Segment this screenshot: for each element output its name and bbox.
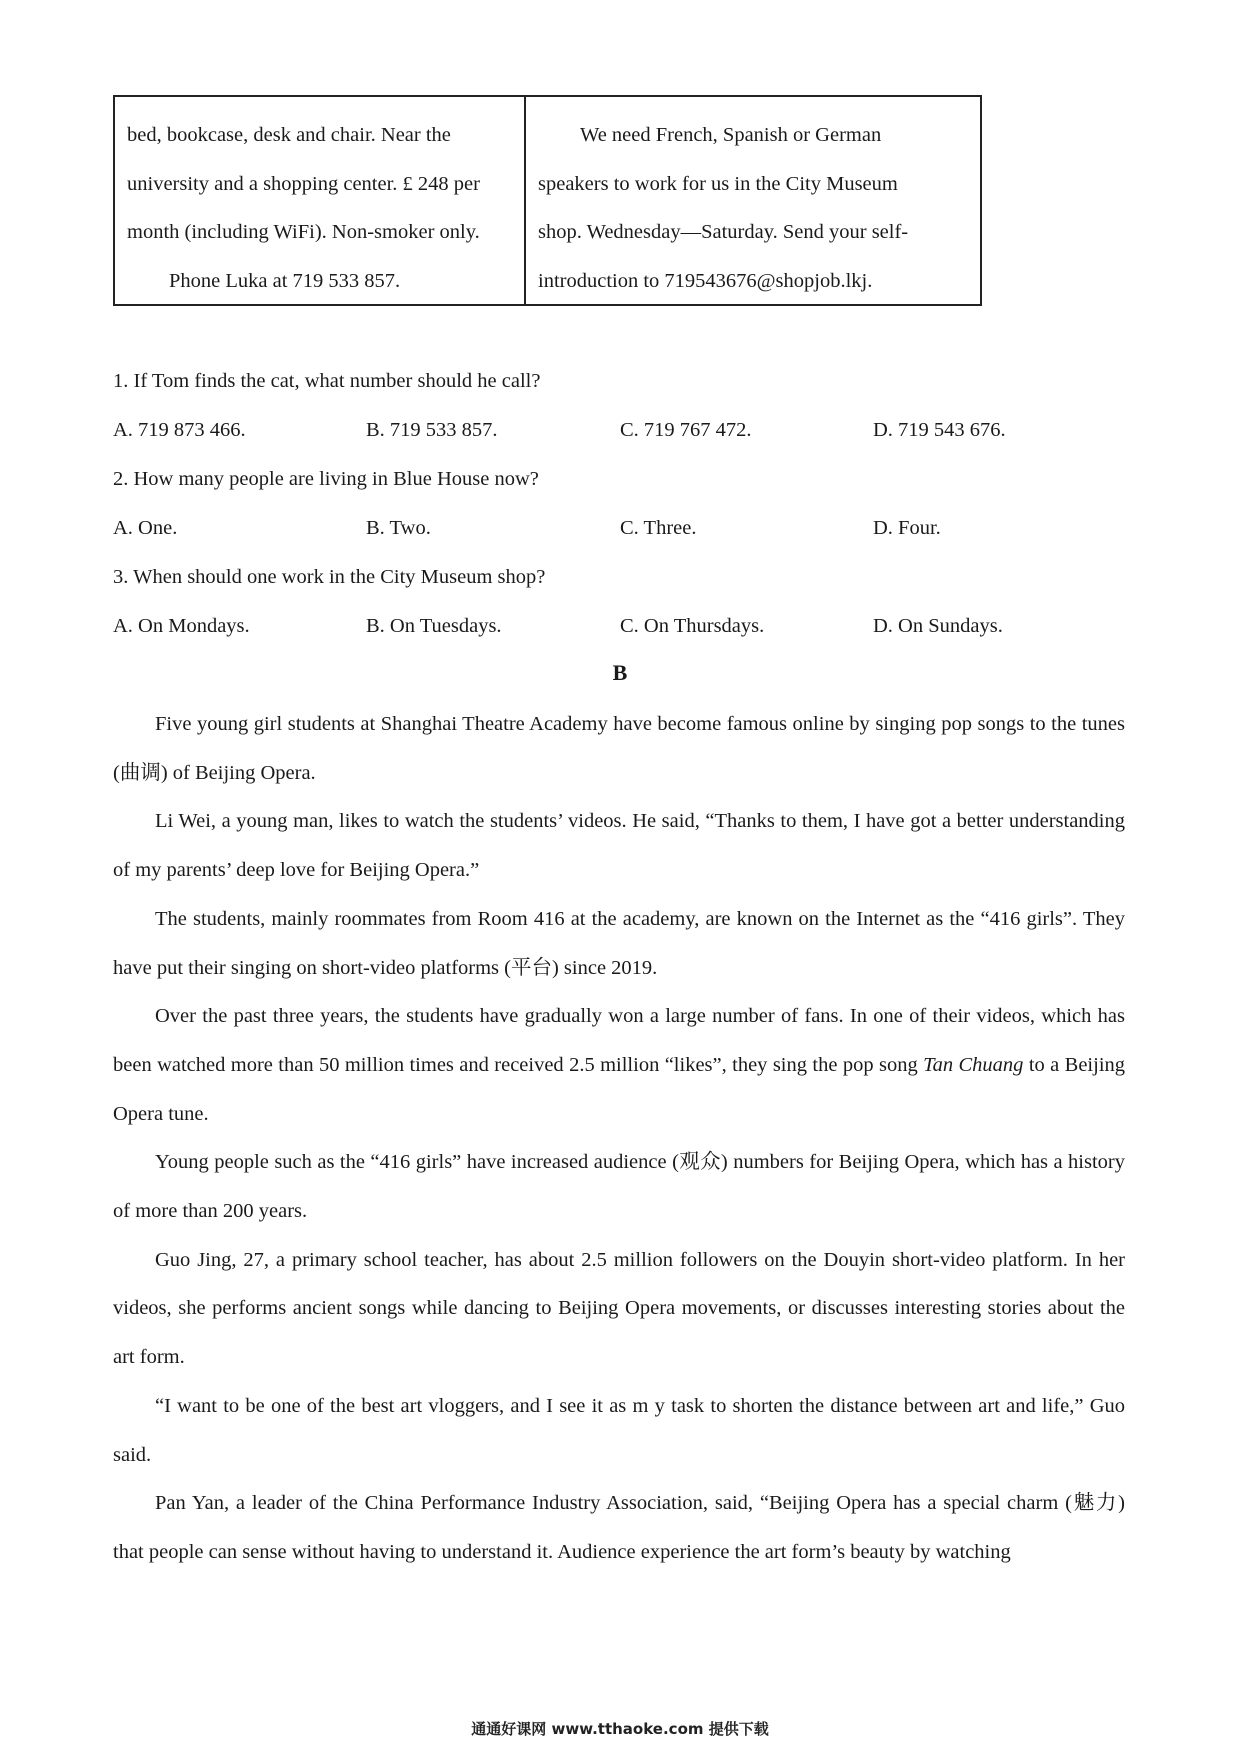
paragraph-text: to a Beijing Opera tune. <box>113 1053 1126 1125</box>
reading-passage <box>113 700 1125 1577</box>
question-1: 1. If Tom finds the cat, what number should he call? <box>113 370 541 392</box>
question-3: 3. When should one work in the City Museum shop? <box>113 566 546 588</box>
paragraph: Pan Yan, a leader of the China Performance Industry Association, said, “Beijing Opera has a special charm (魅力) that people can sense without having to understand it. Audience experience the art form’s beauty by watching <box>113 1492 1125 1563</box>
ad-text-line: bed, bookcase, desk and chair. Near the <box>127 124 451 146</box>
paragraph: The students, mainly roommates from Room 416 at the academy, are known on the Internet as the “416 girls”. They have put their singing on short-video platforms (平台) since 2019. <box>113 907 1125 979</box>
ad-text-line: Phone Luka at 719 533 857. <box>169 269 401 292</box>
option-d: D. Four. <box>873 517 941 539</box>
ad-text-line: shop. Wednesday—Saturday. Send your self- <box>538 221 909 243</box>
option-a: A. On Mondays. <box>113 615 250 637</box>
ad-museum-job <box>526 97 980 304</box>
option-d: D. 719 543 676. <box>873 419 1006 441</box>
ads-table <box>113 95 982 306</box>
ad-text-line: speakers to work for us in the City Museum <box>538 172 898 195</box>
question-2: 2. How many people are living in Blue House now? <box>113 468 539 490</box>
paragraph: Li Wei, a young man, likes to watch the students’ videos. He said, “Thanks to them, I have got a better understanding of my parents’ deep love for Beijing Opera.” <box>113 810 1125 882</box>
page-footer: 通通好课网 www.tthaoke.com 提供下载 <box>471 1720 769 1738</box>
ad-text-line: month (including WiFi). Non-smoker only. <box>127 221 480 243</box>
ad-text-line: We need French, Spanish or German <box>580 124 882 146</box>
option-c: C. 719 767 472. <box>620 419 752 441</box>
option-b: B. 719 533 857. <box>366 419 498 441</box>
paragraph: Young people such as the “416 girls” have increased audience (观众) numbers for Beijing Opera, which has a history of more than 200 years. <box>113 1151 1125 1223</box>
ad-room-rent <box>115 97 526 304</box>
section-heading: B <box>612 660 628 685</box>
paragraph: “I want to be one of the best art vloggers, and I see it as m y task to shorten the distance between art and life,” Guo said. <box>113 1394 1125 1466</box>
paragraph: Five young girl students at Shanghai Theatre Academy have become famous online by singing pop songs to the tunes (曲调) of Beijing Opera. <box>113 713 1125 784</box>
song-title: Tan Chuang <box>923 1053 1024 1076</box>
option-b: B. On Tuesdays. <box>366 615 502 637</box>
option-c: C. Three. <box>620 517 697 539</box>
ad-text-line: university and a shopping center. £ 248 per <box>127 172 480 195</box>
paragraph-text: Over the past three years, the students have gradually won a large number of fans. In one of their videos, which has been watched more than 50 million times and received 2.5 million “likes”, they sing the pop song <box>113 1005 1125 1076</box>
option-a: A. One. <box>113 517 178 539</box>
option-b: B. Two. <box>366 517 431 539</box>
ad-text-line: introduction to 719543676@shopjob.lkj. <box>538 269 873 292</box>
option-a: A. 719 873 466. <box>113 419 246 441</box>
option-c: C. On Thursdays. <box>620 615 765 637</box>
option-d: D. On Sundays. <box>873 615 1003 637</box>
paragraph <box>113 992 1125 1138</box>
paragraph: Guo Jing, 27, a primary school teacher, has about 2.5 million followers on the Douyin short-video platform. In her videos, she performs ancient songs while dancing to Beijing Opera movements, or discusses interesting stories about the art form. <box>113 1248 1125 1369</box>
